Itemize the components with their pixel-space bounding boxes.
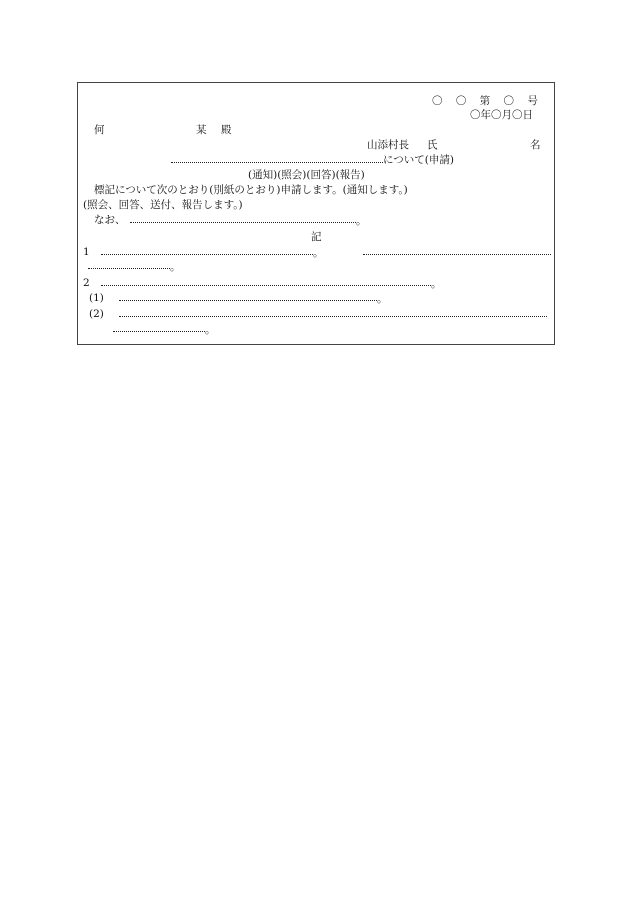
notice-types: (通知)(照会)(回答)(報告) <box>248 169 365 181</box>
item-2-blank <box>101 276 431 290</box>
sub-1-period: 。 <box>377 293 388 305</box>
document-date: 〇年〇月〇日 <box>470 109 533 121</box>
sub-2-number: (2) <box>89 308 104 320</box>
nao-label: なお、 <box>94 214 126 226</box>
nao-blank <box>130 213 356 227</box>
item-2-period: 。 <box>431 278 442 290</box>
body-line-2: (照会、回答、送付、報告します。) <box>83 199 243 211</box>
addressee-name-right: 某 <box>196 124 207 136</box>
sub-2-period: 。 <box>205 324 216 336</box>
sub-1-blank <box>119 291 377 305</box>
item-1-period-b: 。 <box>170 261 181 273</box>
item-1-period-a: 。 <box>313 247 324 259</box>
item-1-blank-a <box>101 245 313 259</box>
ki-heading: 記 <box>311 231 322 243</box>
sender-title: 山添村長 <box>367 139 409 151</box>
item-1-blank-c <box>88 259 170 273</box>
item-1-number: 1 <box>83 246 90 258</box>
subject-suffix: について(申請) <box>383 154 454 166</box>
sender-surname-mark: 氏 <box>427 139 438 151</box>
sub-1-number: (1) <box>89 292 104 304</box>
addressee-honorific: 殿 <box>221 124 232 136</box>
sender-name-mark: 名 <box>530 139 541 151</box>
item-1-blank-b <box>363 245 551 259</box>
body-line-1: 標記について次のとおり(別紙のとおり)申請します。(通知します。) <box>94 184 408 196</box>
document-form <box>77 82 555 345</box>
item-2-number: 2 <box>83 277 90 289</box>
addressee-name-left: 何 <box>94 124 105 136</box>
sub-2-blank-b <box>113 322 205 336</box>
sub-2-blank-a <box>119 307 547 321</box>
nao-period: 。 <box>356 215 367 227</box>
subject-blank <box>171 153 383 167</box>
document-number: 〇 〇 第 〇 号 <box>432 95 543 107</box>
